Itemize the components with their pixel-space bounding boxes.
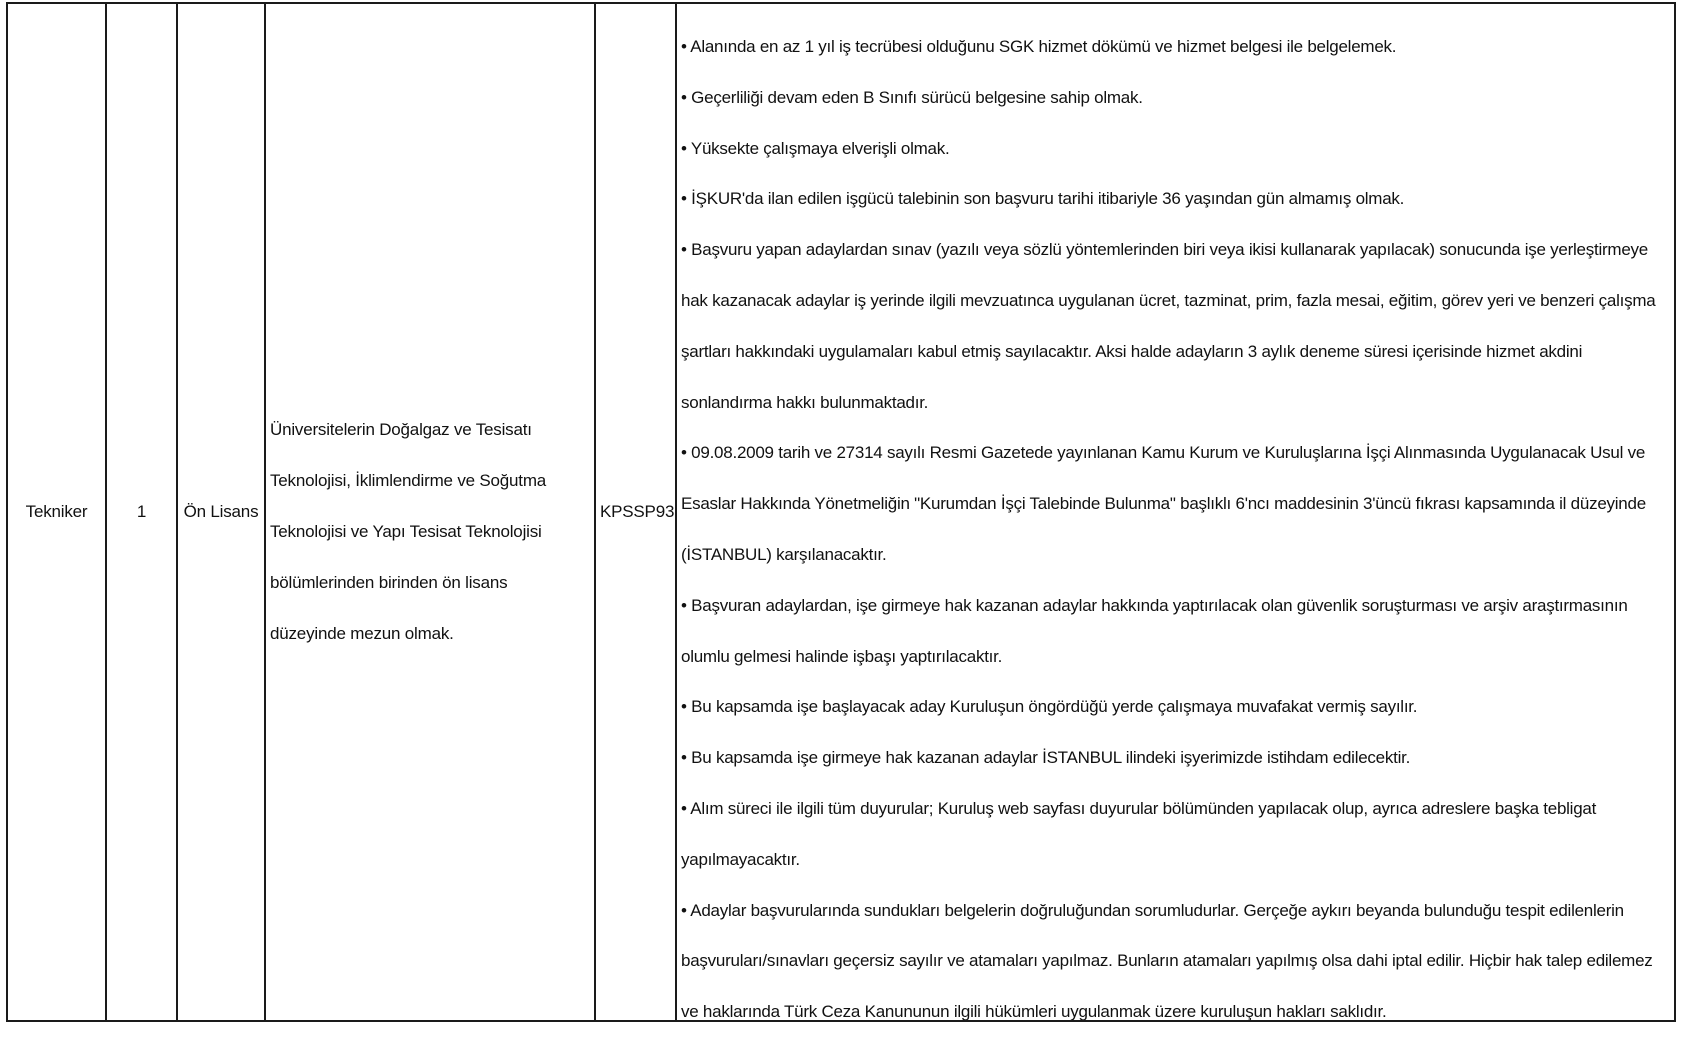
requirement-item: • İŞKUR'da ilan edilen işgücü talebinin son başvuru tarihi itibariyle 36 yaşından gün almamış olmak. [681,189,1405,209]
requirement-item: • Bu kapsamda işe girmeye hak kazanan adaylar İSTANBUL ilindeki işyerimizde istihdam edilecektir. [681,748,1411,768]
position-cell: Tekniker [8,4,107,1020]
requirement-item: • 09.08.2009 tarih ve 27314 sayılı Resmi Gazetede yayınlanan Kamu Kurum ve Kuruluşlarına İşçi Alınmasında Uygulanacak Usul ve Esaslar Hakkında Yönetmeliğin "Kurumdan İşçi Talebinde Bulunma" başlıklı 6'ncı maddesinin 3'üncü fıkrası kapsamında il düzeyinde (İSTANBUL) karşılanacaktır. [681,443,1646,564]
requirement-item: • Geçerliliği devam eden B Sınıfı sürücü belgesine sahip olmak. [681,87,1143,107]
education-requirement-cell: Üniversitelerin Doğalgaz ve Tesisatı Teknolojisi, İklimlendirme ve Soğutma Teknolojisi ve Yapı Tesisat Teknolojisi bölümlerinden birinden ön lisans düzeyinde mezun olmak. [266,4,596,1020]
requirements-cell [677,4,1674,1020]
education-level-cell: Ön Lisans [178,4,266,1020]
requirement-item: • Başvuru yapan adaylardan sınav (yazılı veya sözlü yöntemlerinden biri veya ikisi kullanarak yapılacak) sonucunda işe yerleştirmeye hak kazanacak adaylar iş yerinde ilgili mevzuatınca uygulanan ücret, tazminat, prim, fazla mesai, eğitim, görev yeri ve benzeri çalışma şartları hakkındaki uygulamaları kabul etmiş sayılacaktır. Aksi halde adayların 3 aylık deneme süresi içerisinde hizmet akdini sonlandırma hakkı bulunmaktadır. [681,240,1656,412]
count-cell: 1 [107,4,178,1020]
exam-cell: KPSSP93 [596,4,677,1020]
requirement-item: • Alanında en az 1 yıl iş tecrübesi olduğunu SGK hizmet dökümü ve hizmet belgesi ile belgelemek. [681,37,1397,56]
requirement-item: • Başvuran adaylardan, işe girmeye hak kazanan adaylar hakkında yaptırılacak olan güvenlik soruşturması ve arşiv araştırmasının olumlu gelmesi halinde işbaşı yaptırılacaktır. [681,595,1628,666]
requirement-item: • Yüksekte çalışmaya elverişli olmak. [681,138,950,158]
job-requirements-table [6,2,1676,1022]
requirement-item: • Alım süreci ile ilgili tüm duyurular; Kuruluş web sayfası duyurular bölümünden yapılacak olup, ayrıca adreslere başka tebligat yapılmayacaktır. [681,798,1597,869]
requirement-item: • Bu kapsamda işe başlayacak aday Kuruluşun öngördüğü yerde çalışmaya muvafakat vermiş sayılır. [681,697,1418,717]
requirement-item: • Adaylar başvurularında sundukları belgelerin doğruluğundan sorumludurlar. Gerçeğe aykırı beyanda bulunduğu tespit edilenlerin başvuruları/sınavları geçersiz sayılır ve atamaları yapılmaz. Bunların atamaları yapılmış olsa dahi iptal edilir. Hiçbir hak talep edilemez ve haklarında Türk Ceza Kanununun ilgili hükümleri uygulanmak üzere kuruluşun hakları saklıdır. [681,900,1653,1020]
